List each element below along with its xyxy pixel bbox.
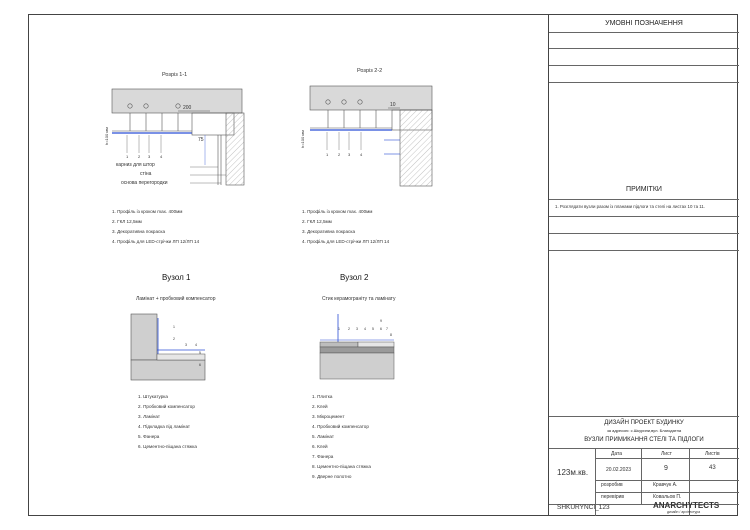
legend-1-item: 3. Декоративна покраска (112, 229, 166, 234)
date-value: 20.02.2023 (606, 467, 632, 473)
project-address: за адресою: с.Шкурини,вул. Благодатна (606, 428, 682, 433)
marker-2: 2 (138, 154, 141, 159)
node-1-item: 2. Пробковий компенсатор (138, 404, 195, 409)
node-2-item: 9. Дверне полотно (312, 474, 352, 479)
h-left: h=100 мм (104, 127, 109, 145)
svg-text:8: 8 (390, 333, 392, 337)
svg-text:4: 4 (364, 327, 366, 331)
laminate-layer (157, 354, 205, 360)
legend-1-item: 1. Профіль із кроком max. 400мм (112, 209, 183, 214)
node-2-item: 5. Ламінат (312, 434, 334, 439)
svg-text:3: 3 (185, 343, 187, 347)
col-sheet: Лист (661, 451, 672, 457)
legend-2-list (302, 207, 389, 247)
legend-2-item: 4. Профіль для LED-стрічки ЛП 12/ЛП 14 (302, 239, 390, 244)
label-partition: основа перегородки (121, 180, 168, 186)
node-2-item: 2. Клей (312, 404, 328, 409)
svg-text:2: 2 (348, 327, 350, 331)
screed (131, 360, 205, 380)
node-1-title: Вузол 1 (162, 273, 191, 282)
screed (320, 353, 394, 379)
section-1-drawing (80, 85, 250, 190)
node-1-item: 3. Ламінат (138, 414, 160, 419)
check-name: Ковальов П. (653, 494, 682, 500)
ceiling-slab (310, 86, 432, 110)
svg-text:7: 7 (386, 327, 388, 331)
svg-text:4: 4 (195, 343, 197, 347)
sheet-name: ВУЗЛИ ПРИМИКАННЯ СТЕЛІ ТА ПІДЛОГИ (584, 437, 704, 443)
node-1-item: 4. Підкладка під ламінат (138, 424, 191, 429)
svg-text:6: 6 (380, 327, 382, 331)
label-wall: стіна (140, 171, 152, 177)
svg-text:3: 3 (356, 327, 358, 331)
node-2-list (312, 392, 371, 482)
node-2-item: 1. Плитка (312, 394, 333, 399)
brand-logo: ANARCHYTECTS (653, 501, 720, 510)
svg-text:5: 5 (199, 351, 201, 355)
node-2-item: 3. Мікроцемент (312, 414, 345, 419)
node-1-item: 6. Цементно-піщана стяжка (138, 444, 197, 449)
wall-section (226, 113, 244, 185)
legend-1-item: 2. ГКЛ 12,5мм (112, 219, 142, 224)
dev-name: Кравчук А. (653, 482, 678, 488)
marker-1: 1 (126, 154, 129, 159)
dim-75: 75 (198, 137, 204, 143)
svg-text:2: 2 (173, 337, 175, 341)
role-check: перевірив (601, 494, 625, 500)
tile-layer (320, 342, 358, 347)
legend-2-item: 3. Декоративна покраска (302, 229, 356, 234)
svg-text:9: 9 (380, 319, 382, 323)
legend-2-item: 1. Профіль із кроком max. 400мм (302, 209, 373, 214)
node-2-subtitle: Стик керамограніту та ламінату (322, 296, 396, 302)
svg-text:6: 6 (199, 363, 201, 367)
col-date: Дата (611, 451, 623, 457)
dim-10: 10 (390, 102, 396, 108)
node-2-item: 7. Фанера (312, 454, 334, 459)
node-1-drawing (125, 310, 210, 382)
ceiling-slab (112, 89, 242, 113)
note-1: 1. Розглядати вузли разом із планами підлоги та стелі на листах 10 та 11. (555, 204, 706, 209)
project-code: SHKURYNCI_123 (557, 504, 610, 511)
legend-1-list (112, 207, 199, 247)
marker-4: 4 (360, 152, 363, 157)
dim-200: 200 (183, 105, 192, 111)
right-panel (548, 14, 738, 516)
svg-text:1: 1 (173, 325, 175, 329)
notes-title: ПРИМІТКИ (626, 186, 662, 193)
svg-text:1: 1 (338, 327, 340, 331)
marker-3: 3 (348, 152, 351, 157)
node-2-item: 4. Пробковий компенсатор (312, 424, 369, 429)
node-2-item: 8. Цементно-піщана стяжка (312, 464, 371, 469)
marker-2: 2 (338, 152, 341, 157)
sheets-value: 43 (709, 465, 716, 471)
node-1-item: 5. Фанера (138, 434, 160, 439)
node-1-item: 1. Штукатурка (138, 394, 168, 399)
brand-subtitle: дизайн / архітектура (667, 510, 701, 514)
col-sheets: Листів (705, 451, 720, 457)
marker-1: 1 (326, 152, 329, 157)
section-2-drawing (292, 82, 452, 192)
h-right: h=100 мм (300, 130, 305, 148)
section-1-title: Розріз 1-1 (162, 72, 188, 78)
area: 123м.кв. (557, 468, 589, 477)
wall-section (400, 110, 432, 186)
marker-4: 4 (160, 154, 163, 159)
label-curtain: карниз для штор (116, 162, 155, 168)
node-2-title: Вузол 2 (340, 273, 369, 282)
legend-2-item: 2. ГКЛ 12,5мм (302, 219, 332, 224)
node-2-drawing (318, 310, 398, 382)
node-1-list (138, 392, 197, 452)
project-title: ДИЗАЙН ПРОЕКТ БУДИНКУ (604, 420, 684, 426)
node-1-subtitle: Ламінат + пробковий компенсатор (136, 296, 216, 302)
role-dev: розробив (601, 482, 623, 488)
section-2-title: Розріз 2-2 (357, 68, 383, 74)
wall-plaster (131, 314, 157, 360)
legend-title: УМОВНІ ПОЗНАЧЕННЯ (605, 20, 683, 27)
sheet-value: 9 (664, 465, 668, 472)
plywood-layer (320, 347, 394, 353)
node-2-item: 6. Клей (312, 444, 328, 449)
svg-text:5: 5 (372, 327, 374, 331)
legend-1-item: 4. Профіль для LED-стрічки ЛП 12/ЛП 14 (112, 239, 200, 244)
laminate-layer (358, 342, 394, 347)
marker-3: 3 (148, 154, 151, 159)
